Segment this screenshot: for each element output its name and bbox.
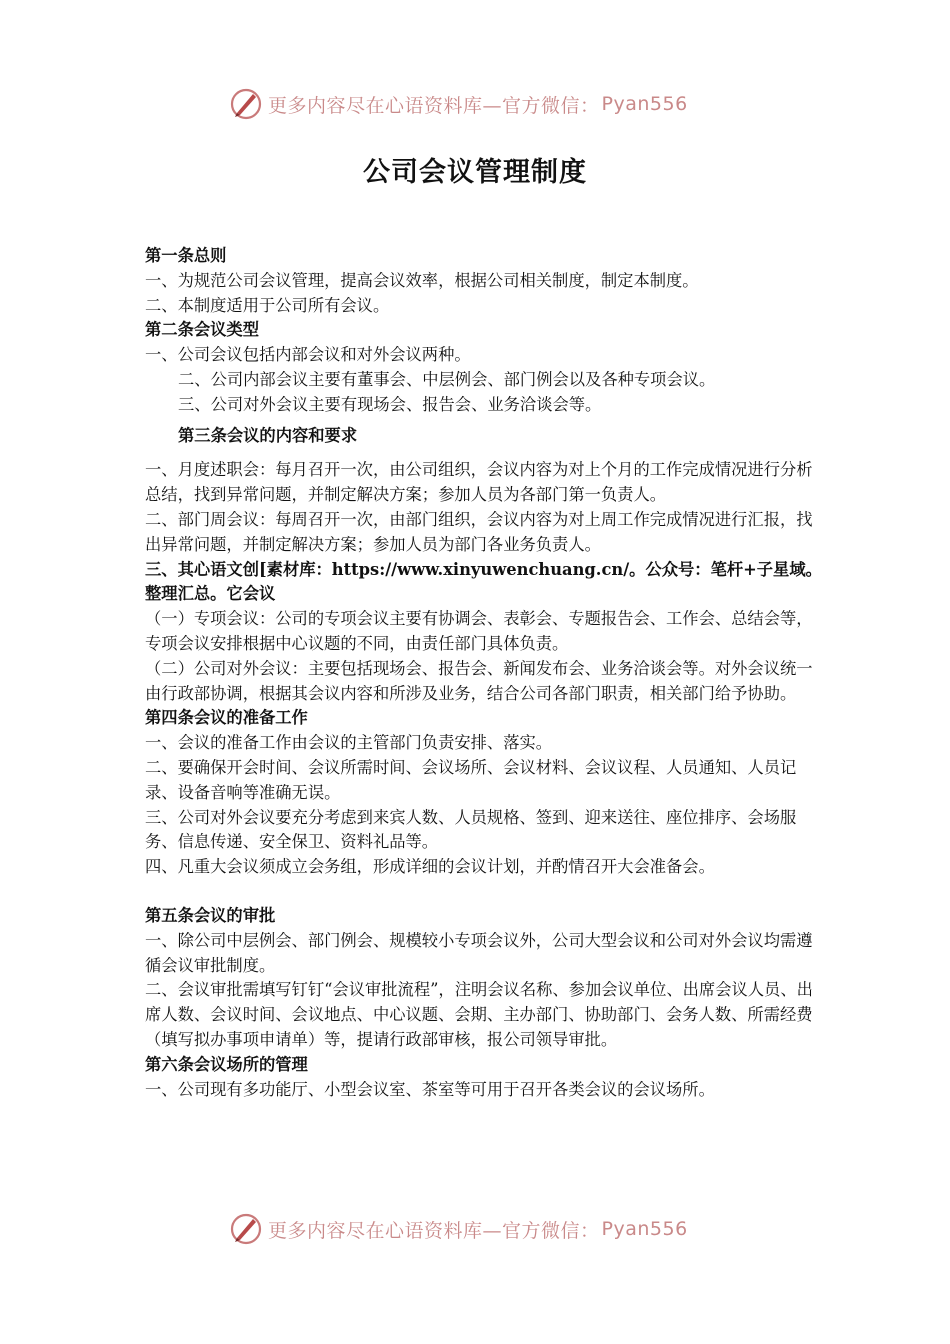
section-heading: 第四条会议的准备工作	[145, 708, 308, 728]
paragraph: 一、月度述职会：每月召开一次，由公司组织，会议内容为对上个月的工作完成情况进行分析总结，找到异常问题，并制定解决方案；参加人员为各部门第一负责人。	[145, 460, 813, 505]
pen-logo-icon	[228, 1211, 264, 1247]
paragraph: 二、会议审批需填写钉钉“会议审批流程”，注明会议名称、参加会议单位、出席会议人员、出席人数、会议时间、会议地点、中心议题、会期、主办部门、协助部门、会务人数、所需经费（填写拟办事项申请单）等，提请行政部审核，报公司领导审批。	[145, 980, 813, 1049]
watermark-text: 更多内容尽在心语资料库—官方微信：	[268, 1219, 600, 1242]
paragraph: 一、为规范公司会议管理，提高会议效率，根据公司相关制度，制定本制度。	[145, 270, 699, 290]
watermark-footer	[228, 1209, 688, 1249]
watermark-wechat-id: Pyan556	[601, 93, 688, 115]
watermark-text: 更多内容尽在心语资料库—官方微信：	[268, 94, 600, 117]
watermark-header	[228, 84, 688, 124]
document-body	[145, 244, 825, 1102]
paragraph: 一、除公司中层例会、部门例会、规模较小专项会议外，公司大型会议和公司对外会议均需遵循会议审批制度。	[145, 930, 813, 975]
paragraph: 二、本制度适用于公司所有会议。	[145, 295, 390, 315]
pen-logo-icon	[228, 86, 264, 122]
paragraph: 三、公司对外会议主要有现场会、报告会、业务洽谈会等。	[178, 394, 602, 414]
paragraph: 四、凡重大会议须成立会务组，形成详细的会议计划，并酌情召开大会准备会。	[145, 857, 715, 877]
paragraph: 二、公司内部会议主要有董事会、中层例会、部门例会以及各种专项会议。	[178, 369, 716, 389]
watermark-wechat-id: Pyan556	[601, 1218, 688, 1240]
paragraph: 三、公司对外会议要充分考虑到来宾人数、人员规格、签到、迎来送往、座位排序、会场服务、信息传递、安全保卫、资料礼品等。	[145, 807, 797, 852]
paragraph: 二、要确保开会时间、会议所需时间、会议场所、会议材料、会议议程、人员通知、人员记录、设备音响等准确无误。	[145, 757, 797, 802]
paragraph: 一、公司现有多功能厅、小型会议室、茶室等可用于召开各类会议的会议场所。	[145, 1079, 715, 1099]
section-heading: 第六条会议场所的管理	[145, 1054, 308, 1074]
paragraph-bold: 三、其心语文创[素材库：https://www.xinyuwenchuang.cn/。公众号：笔杆+子星域。整理汇总。它会议	[145, 559, 822, 604]
paragraph: （二）公司对外会议：主要包括现场会、报告会、新闻发布会、业务洽谈会等。对外会议统一由行政部协调，根据其会议内容和所涉及业务，结合公司各部门职责，相关部门给予协助。	[145, 658, 813, 703]
section-heading: 第二条会议类型	[145, 320, 259, 340]
section-heading: 第一条总则	[145, 246, 227, 265]
section-heading: 第三条会议的内容和要求	[178, 425, 358, 445]
paragraph: 一、会议的准备工作由会议的主管部门负责安排、落实。	[145, 733, 553, 753]
paragraph: 一、公司会议包括内部会议和对外会议两种。	[145, 345, 471, 365]
spacer	[145, 880, 825, 904]
paragraph: 二、部门周会议：每周召开一次，由部门组织，会议内容为对上周工作完成情况进行汇报，找出异常问题，并制定解决方案；参加人员为部门各业务负责人。	[145, 509, 813, 554]
section-heading: 第五条会议的审批	[145, 905, 276, 925]
paragraph: （一）专项会议：公司的专项会议主要有协调会、表彰会、专题报告会、工作会、总结会等，专项会议安排根据中心议题的不同，由责任部门具体负责。	[145, 609, 813, 653]
document-title: 公司会议管理制度	[363, 157, 587, 188]
